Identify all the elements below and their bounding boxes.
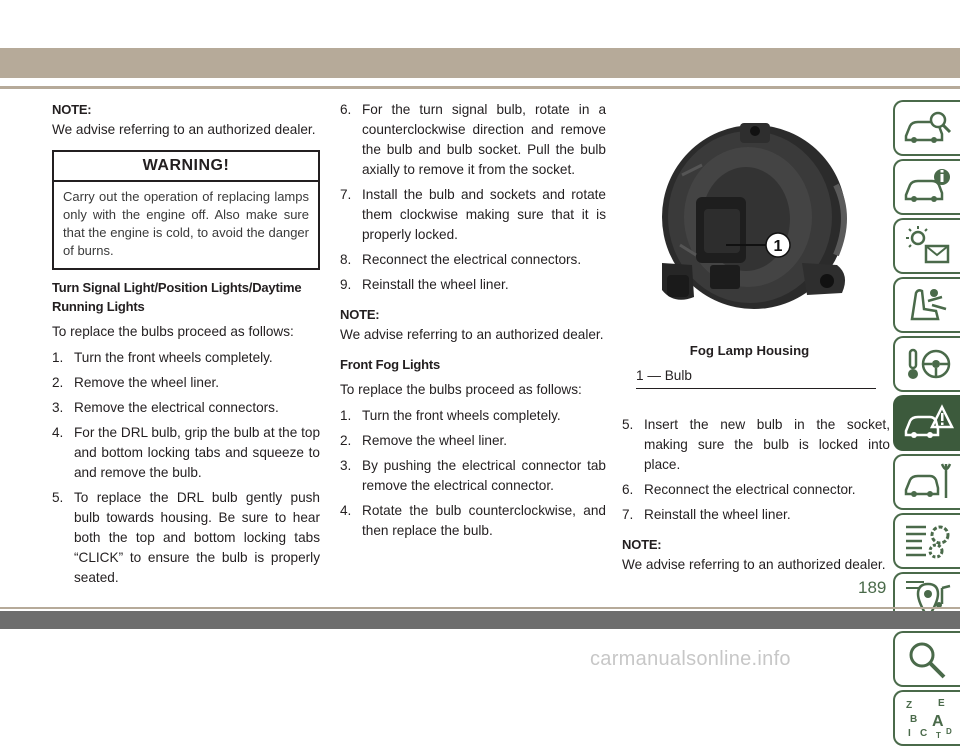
- tab-alphabetical-index[interactable]: [893, 690, 960, 746]
- tab-car-wrench[interactable]: [893, 454, 960, 510]
- header-rule: [0, 86, 960, 89]
- list-item: 2. Remove the wheel liner.: [52, 375, 220, 390]
- car-wrench-icon: [902, 460, 954, 504]
- svg-text:E: E: [937, 698, 945, 709]
- note-text: We advise referring to an authorized dealer.: [52, 122, 316, 137]
- figure-rule: [636, 388, 876, 389]
- step-list: [52, 348, 320, 588]
- fog-lamp-image: [622, 105, 877, 345]
- list-item: 3. Remove the electrical connectors.: [52, 400, 279, 415]
- svg-text:I: I: [907, 728, 911, 739]
- tab-specifications[interactable]: [893, 513, 960, 569]
- list-item: 1. Turn the front wheels completely.: [340, 408, 561, 423]
- watermark-text: carmanualsonline.info: [590, 648, 791, 670]
- index-search-icon: [902, 637, 954, 681]
- list-item: 4. Rotate the bulb counterclockwise, and then replace the bulb.: [340, 503, 606, 538]
- section-title-turn-signal: Turn Signal Light/Position Lights/Daytime Running Lights: [52, 280, 302, 314]
- section-title-fog-lights: Front Fog Lights: [340, 357, 441, 372]
- note-heading: NOTE:: [52, 102, 92, 117]
- list-item: 7. Install the bulb and sockets and rotate them clockwise making sure that it is properly locked.: [340, 187, 606, 242]
- tab-search[interactable]: [893, 631, 960, 687]
- list-item: 3. By pushing the electrical connector tab remove the electrical connector.: [340, 458, 606, 493]
- step-list: [622, 415, 890, 525]
- section-intro: To replace the bulbs proceed as follows:: [52, 324, 294, 339]
- key-steering-wheel-icon: [902, 342, 954, 386]
- car-warning-triangle-icon: [902, 401, 954, 445]
- column-right: [622, 415, 890, 575]
- column-middle: [340, 100, 606, 546]
- note-heading: NOTE:: [622, 537, 662, 552]
- car-info-icon: [902, 165, 954, 209]
- step-list: [340, 406, 606, 541]
- step-list: [340, 100, 606, 295]
- list-item: 6. Reconnect the electrical connector.: [622, 482, 856, 497]
- tab-car-warning-active[interactable]: [893, 395, 960, 451]
- tab-key-steering[interactable]: [893, 336, 960, 392]
- figure-caption: Fog Lamp Housing: [689, 343, 810, 358]
- callout-number: 1: [773, 238, 783, 255]
- column-left: [52, 100, 320, 593]
- note-text: We advise referring to an authorized dealer.: [622, 557, 886, 572]
- warning-box: [52, 150, 320, 270]
- alphabetical-index-icon: [902, 696, 954, 740]
- footer-band: [0, 611, 960, 629]
- list-item: 8. Reconnect the electrical connectors.: [340, 252, 582, 267]
- chapter-tabs: [893, 100, 960, 749]
- section-intro: To replace the bulbs proceed as follows:: [340, 382, 582, 397]
- tab-warning-lights[interactable]: [893, 218, 960, 274]
- svg-text:B: B: [909, 714, 917, 725]
- svg-text:C: C: [919, 728, 927, 739]
- note-heading: NOTE:: [340, 307, 380, 322]
- figure-legend: 1 — Bulb: [636, 368, 692, 383]
- svg-text:D: D: [945, 727, 952, 736]
- list-item: 2. Remove the wheel liner.: [340, 433, 508, 448]
- list-item: 6. For the turn signal bulb, rotate in a counterclockwise direction and remove the bulb and bulb socket. Pull the bulb axially to remove it from the socket.: [340, 102, 606, 177]
- page-number: 189: [858, 578, 887, 597]
- warning-lights-message-icon: [902, 224, 954, 268]
- list-item: 7. Reinstall the wheel liner.: [622, 507, 791, 522]
- list-item: 5. Insert the new bulb in the socket, making sure the bulb is locked into place.: [622, 417, 890, 472]
- specifications-gears-icon: [902, 519, 954, 563]
- tab-car-magnifier[interactable]: [893, 100, 960, 156]
- list-item: 9. Reinstall the wheel liner.: [340, 277, 509, 292]
- list-item: 1. Turn the front wheels completely.: [52, 350, 273, 365]
- list-item: 5. To replace the DRL bulb gently push bulb towards housing. Be sure to hear both the top and bottom locking tabs “CLICK” to ensure the bulb is properly seated.: [52, 490, 320, 585]
- footer-rule: [0, 607, 960, 609]
- car-magnifier-icon: [902, 106, 954, 150]
- warning-text: Carry out the operation of replacing lamps only with the engine off. Also make sure that the engine is cold, to avoid the danger of burns.: [63, 189, 309, 258]
- seat-airbag-icon: [902, 283, 954, 327]
- warning-title: WARNING!: [54, 152, 318, 182]
- list-item: 4. For the DRL bulb, grip the bulb at the top and bottom locking tabs and squeeze to and remove the bulb.: [52, 425, 320, 480]
- svg-text:Z: Z: [905, 700, 912, 711]
- svg-text:A: A: [931, 713, 944, 730]
- tab-car-info[interactable]: [893, 159, 960, 215]
- header-band: [0, 48, 960, 78]
- svg-text:T: T: [935, 731, 941, 740]
- fog-lamp-figure: [622, 105, 877, 345]
- note-text: We advise referring to an authorized dealer.: [340, 327, 604, 342]
- tab-seat-airbag[interactable]: [893, 277, 960, 333]
